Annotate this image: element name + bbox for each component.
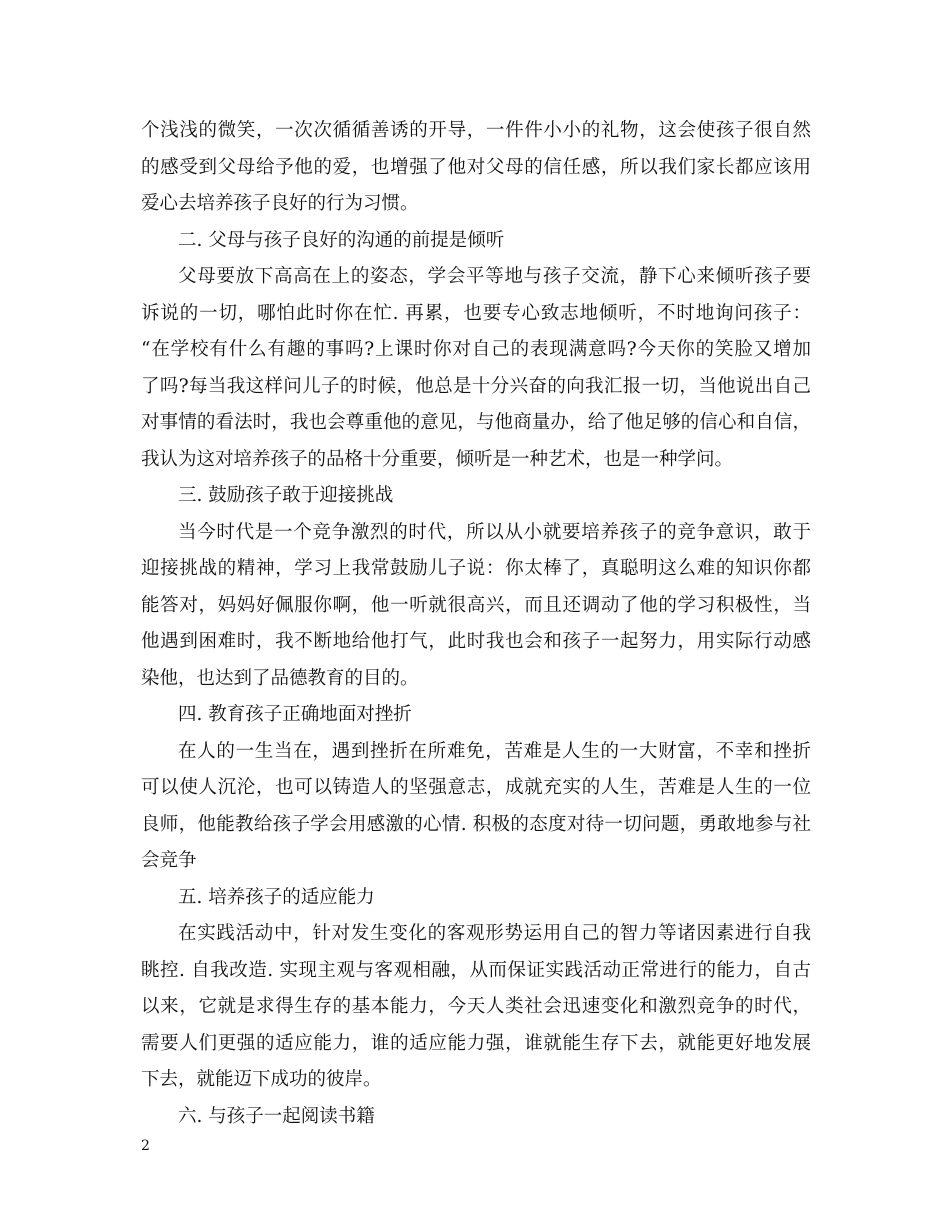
paragraph-line: 需要人们更强的适应能力，谁的适应能力强，谁就能生存下去，就能更好地发展 bbox=[141, 1032, 811, 1054]
paragraph-line: 染他，也达到了品德教育的目的。 bbox=[141, 667, 419, 689]
paragraph-line: 的感受到父母给予他的爱，也增强了他对父母的信任感，所以我们家长都应该用 bbox=[141, 156, 811, 178]
paragraph-line: 了吗?每当我这样问儿子的时候，他总是十分兴奋的向我汇报一切，当他说出自己 bbox=[141, 375, 811, 397]
paragraph-line: 爱心去培养孩子良好的行为习惯。 bbox=[141, 193, 419, 214]
section-heading: 四. 教育孩子正确地面对挫折 bbox=[178, 704, 412, 725]
paragraph-line: 下去，就能迈下成功的彼岸。 bbox=[141, 1069, 382, 1090]
paragraph-line: 我认为这对培养孩子的品格十分重要，倾听是一种艺术，也是一种学问。 bbox=[141, 448, 734, 470]
paragraph-line: 在人的一生当在，遇到挫折在所难免，苦难是人生的一大财富，不幸和挫折 bbox=[178, 740, 811, 762]
paragraph-line: 父母要放下高高在上的姿态，学会平等地与孩子交流，静下心来倾听孩子要 bbox=[178, 266, 811, 287]
paragraph-line: 个浅浅的微笑，一次次循循善诱的开导，一件件小小的礼物，这会使孩子很自然 bbox=[141, 120, 811, 141]
paragraph-line: 迎接挑战的精神，学习上我常鼓励儿子说：你太棒了，真聪明这么难的知识你都 bbox=[141, 558, 811, 579]
paragraph-line: “在学校有什么有趣的事吗?上课时你对自己的表现满意吗?今天你的笑脸又增加 bbox=[141, 339, 811, 360]
paragraph-line: 眺控. 自我改造. 实现主观与客观相融，从而保证实践活动正常进行的能力，自古 bbox=[141, 959, 811, 981]
paragraph-line: 以来，它就是求得生存的基本能力，今天人类社会迅速变化和激烈竞争的时代， bbox=[141, 996, 811, 1017]
section-heading: 五. 培养孩子的适应能力 bbox=[178, 886, 375, 908]
paragraph-line: 能答对，妈妈好佩服你啊，他一听就很高兴，而且还调动了他的学习积极性，当 bbox=[141, 594, 811, 616]
section-heading: 三. 鼓励孩子敢于迎接挑战 bbox=[178, 485, 394, 506]
paragraph-line: 当今时代是一个竞争激烈的时代，所以从小就要培养孩子的竞争意识，敢于 bbox=[178, 521, 811, 543]
section-heading: 二. 父母与孩子良好的沟通的前提是倾听 bbox=[178, 229, 505, 251]
paragraph-line: 良师，他能教给孩子学会用感激的心情. 积极的态度对待一切问题，勇敢地参与社 bbox=[141, 813, 811, 835]
paragraph-line: 他遇到困难时，我不断地给他打气，此时我也会和孩子一起努力，用实际行动感 bbox=[141, 631, 811, 652]
paragraph-line: 可以使人沉沦，也可以铸造人的坚强意志，成就充实的人生，苦难是人生的一位 bbox=[141, 777, 811, 798]
paragraph-line: 在实践活动中，针对发生变化的客观形势运用自己的智力等诸因素进行自我 bbox=[178, 923, 811, 944]
paragraph-line: 会竞争 bbox=[141, 850, 197, 871]
paragraph-line: 对事情的看法时，我也会尊重他的意见，与他商量办，给了他足够的信心和自信， bbox=[141, 412, 811, 433]
page-number: 2 bbox=[141, 1138, 150, 1154]
document-body bbox=[141, 113, 811, 1135]
paragraph-line: 诉说的一切，哪怕此时你在忙. 再累，也要专心致志地倾听，不时地询问孩子： bbox=[141, 302, 811, 324]
section-heading: 六. 与孩子一起阅读书籍 bbox=[178, 1105, 375, 1127]
